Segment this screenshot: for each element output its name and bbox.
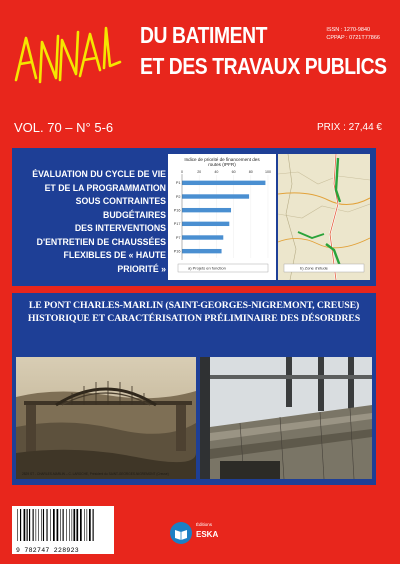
category-label: P7 xyxy=(175,235,181,240)
article-1-title-line: ÉVALUATION DU CYCLE DE VIE xyxy=(32,169,166,180)
title-line-1: DU BATIMENT xyxy=(140,22,268,48)
chart-caption: a) Projets en fonction xyxy=(188,265,226,271)
cppap-number: CPPAP : 0721T77866 xyxy=(326,35,380,41)
barcode-number: 9 782747 228923 xyxy=(16,547,80,554)
book-icon xyxy=(170,522,192,544)
article-2-title-line-2: HISTORIQUE ET CARACTÉRISATION PRÉLIMINAIRE DES DÉSORDRES xyxy=(27,313,361,324)
journal-logo xyxy=(12,18,128,98)
bridge-detail-photo xyxy=(200,357,372,479)
article-1-title-line: D'ENTRETIEN DE CHAUSSÉES xyxy=(36,236,166,248)
bridge-photo-svg xyxy=(16,357,196,479)
issn-block xyxy=(326,26,380,42)
title-line-2: ET DES TRAVAUX PUBLICS xyxy=(140,53,387,79)
article-2-title xyxy=(16,299,372,325)
chart-bar xyxy=(182,249,222,253)
article-1-title-line: PRIORITÉ » xyxy=(117,263,166,275)
price: PRIX : 27,44 € xyxy=(316,122,382,133)
chart-title-line-2: routes (IPFR) xyxy=(208,162,236,167)
publisher-label: Éditions xyxy=(196,522,213,527)
article-1-title xyxy=(30,168,166,276)
logo-mark xyxy=(12,18,128,98)
x-tick-label: 60 xyxy=(231,170,236,174)
article-1-title-line: ET DE LA PROGRAMMATION xyxy=(44,182,167,194)
priority-chart-svg xyxy=(168,154,276,280)
issn-number: ISSN : 1270-9840 xyxy=(326,27,371,33)
bridge-postcard-photo xyxy=(16,357,196,479)
x-tick-label: 20 xyxy=(197,170,202,174)
article-1-title-line: SOUS CONTRAINTES xyxy=(75,196,166,207)
article-2-title-line-1: LE PONT CHARLES-MARLIN (SAINT-GEORGES-NIGREMONT, CREUSE) xyxy=(28,300,360,311)
bridge-detail-svg xyxy=(200,357,372,479)
article-1-title-line: BUDGÉTAIRES xyxy=(103,209,166,221)
article-1-title-line: FLEXIBLES DE « HAUTE xyxy=(63,250,166,261)
chart-bar xyxy=(182,194,249,198)
article-1-title-line: DES INTERVENTIONS xyxy=(74,223,166,234)
chart-bar xyxy=(182,181,265,185)
category-label: P2 xyxy=(175,194,181,199)
barcode xyxy=(12,506,114,554)
study-area-map xyxy=(278,154,370,280)
barcode-bars xyxy=(16,509,110,541)
map-caption: b) Zone d'étude xyxy=(300,265,328,271)
x-tick-label: 0 xyxy=(181,170,183,174)
article-panel-1 xyxy=(12,148,376,286)
x-tick-label: 80 xyxy=(248,170,253,174)
publisher-name: ESKA xyxy=(196,530,219,539)
category-label: P17 xyxy=(173,222,181,227)
chart-bar xyxy=(182,222,229,226)
x-tick-label: 100 xyxy=(265,170,271,174)
article-panel-2 xyxy=(12,293,376,485)
category-label: P16 xyxy=(173,249,181,254)
category-label: P1 xyxy=(175,181,181,186)
publisher-logo xyxy=(170,520,230,550)
volume-number: VOL. 70 – N° 5-6 xyxy=(14,120,114,135)
chart-bar xyxy=(182,208,231,212)
map-svg xyxy=(278,154,370,280)
x-tick-label: 40 xyxy=(214,170,219,174)
photo-caption: 2829 ST - CHARLES-MARLIN – C. LAROCHE, Président du SAINT-GEORGES-NIGREMONT (Creuse) xyxy=(22,472,169,476)
category-label: P16 xyxy=(173,208,181,213)
priority-chart xyxy=(168,154,276,280)
chart-title-line-1: Indice de priorité de financement des xyxy=(184,157,260,162)
chart-bar xyxy=(182,235,223,239)
